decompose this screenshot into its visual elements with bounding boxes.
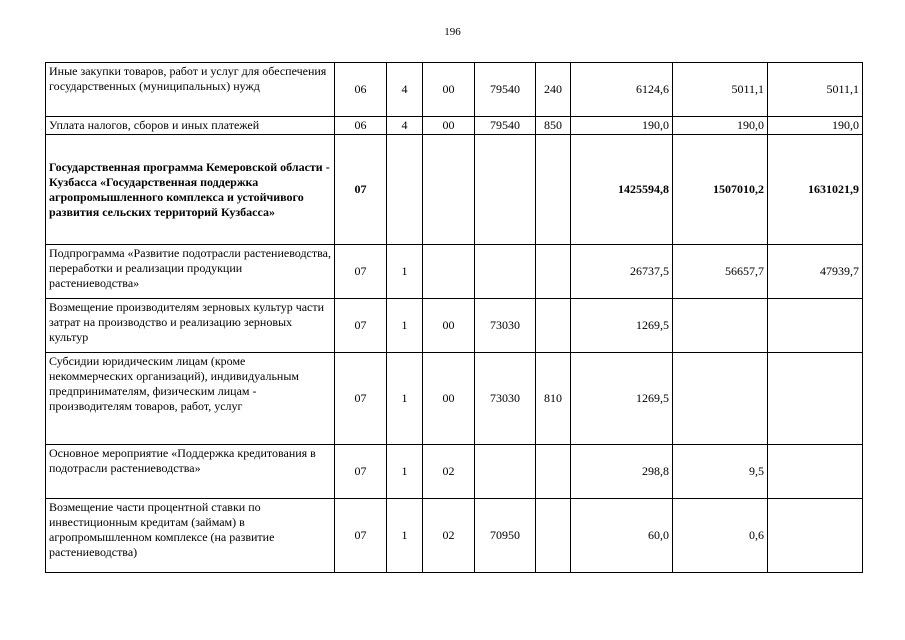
page-number: 196 xyxy=(444,26,461,38)
amount-year-2: 0,6 xyxy=(673,499,768,573)
row-name: Подпрограмма «Развитие подотрасли растениеводства, переработки и реализации продукции растениеводства» xyxy=(46,245,335,299)
row-name: Государственная программа Кемеровской области - Кузбасса «Государственная поддержка агропромышленного комплекса и устойчивого развития сельских территорий Кузбасса» xyxy=(46,135,335,245)
subprogram-code: 1 xyxy=(387,299,423,353)
subprogram-code: 1 xyxy=(387,499,423,573)
amount-year-1: 1269,5 xyxy=(571,299,673,353)
amount-year-1: 190,0 xyxy=(571,117,673,135)
expense-type-code xyxy=(536,135,571,245)
table-row xyxy=(46,135,863,245)
event-code: 02 xyxy=(423,499,475,573)
expense-type-code: 810 xyxy=(536,353,571,445)
direction-code: 70950 xyxy=(475,499,536,573)
amount-year-2: 9,5 xyxy=(673,445,768,499)
amount-year-1: 298,8 xyxy=(571,445,673,499)
direction-code xyxy=(475,135,536,245)
table-row xyxy=(46,245,863,299)
amount-year-2 xyxy=(673,353,768,445)
direction-code: 79540 xyxy=(475,117,536,135)
table-row xyxy=(46,353,863,445)
table-row xyxy=(46,499,863,573)
event-code: 00 xyxy=(423,117,475,135)
amount-year-1: 1269,5 xyxy=(571,353,673,445)
section-code: 07 xyxy=(335,499,387,573)
row-name: Иные закупки товаров, работ и услуг для обеспечения государственных (муниципальных) нужд xyxy=(46,63,335,117)
table-row xyxy=(46,445,863,499)
table-row xyxy=(46,63,863,117)
expense-type-code xyxy=(536,445,571,499)
expense-type-code xyxy=(536,499,571,573)
section-code: 06 xyxy=(335,63,387,117)
event-code: 00 xyxy=(423,353,475,445)
amount-year-2: 1507010,2 xyxy=(673,135,768,245)
section-code: 07 xyxy=(335,353,387,445)
subprogram-code: 1 xyxy=(387,445,423,499)
direction-code: 73030 xyxy=(475,299,536,353)
expense-type-code: 240 xyxy=(536,63,571,117)
amount-year-2: 56657,7 xyxy=(673,245,768,299)
event-code xyxy=(423,135,475,245)
amount-year-3 xyxy=(768,299,863,353)
subprogram-code xyxy=(387,135,423,245)
row-name: Возмещение части процентной ставки по инвестиционным кредитам (займам) в агропромышленном комплексе (на развитие растениеводства) xyxy=(46,499,335,573)
amount-year-3: 47939,7 xyxy=(768,245,863,299)
amount-year-3: 190,0 xyxy=(768,117,863,135)
direction-code xyxy=(475,245,536,299)
expense-type-code: 850 xyxy=(536,117,571,135)
row-name: Возмещение производителям зерновых культур части затрат на производство и реализацию зерновых культур xyxy=(46,299,335,353)
amount-year-3: 5011,1 xyxy=(768,63,863,117)
amount-year-2: 5011,1 xyxy=(673,63,768,117)
subprogram-code: 4 xyxy=(387,117,423,135)
expense-type-code xyxy=(536,299,571,353)
event-code: 00 xyxy=(423,63,475,117)
row-name: Субсидии юридическим лицам (кроме некоммерческих организаций), индивидуальным предпринимателям, физическим лицам - производителям товаров, работ, услуг xyxy=(46,353,335,445)
amount-year-1: 60,0 xyxy=(571,499,673,573)
amount-year-1: 6124,6 xyxy=(571,63,673,117)
expense-type-code xyxy=(536,245,571,299)
amount-year-3: 1631021,9 xyxy=(768,135,863,245)
event-code: 00 xyxy=(423,299,475,353)
table-row xyxy=(46,117,863,135)
amount-year-3 xyxy=(768,499,863,573)
section-code: 07 xyxy=(335,445,387,499)
event-code xyxy=(423,245,475,299)
direction-code: 79540 xyxy=(475,63,536,117)
section-code: 06 xyxy=(335,117,387,135)
amount-year-2: 190,0 xyxy=(673,117,768,135)
budget-table xyxy=(45,62,863,573)
row-name: Основное мероприятие «Поддержка кредитования в подотрасли растениеводства» xyxy=(46,445,335,499)
row-name: Уплата налогов, сборов и иных платежей xyxy=(46,117,335,135)
amount-year-3 xyxy=(768,353,863,445)
direction-code: 73030 xyxy=(475,353,536,445)
amount-year-3 xyxy=(768,445,863,499)
section-code: 07 xyxy=(335,135,387,245)
event-code: 02 xyxy=(423,445,475,499)
section-code: 07 xyxy=(335,245,387,299)
amount-year-1: 1425594,8 xyxy=(571,135,673,245)
subprogram-code: 1 xyxy=(387,245,423,299)
amount-year-1: 26737,5 xyxy=(571,245,673,299)
direction-code xyxy=(475,445,536,499)
table-row xyxy=(46,299,863,353)
subprogram-code: 1 xyxy=(387,353,423,445)
subprogram-code: 4 xyxy=(387,63,423,117)
section-code: 07 xyxy=(335,299,387,353)
amount-year-2 xyxy=(673,299,768,353)
